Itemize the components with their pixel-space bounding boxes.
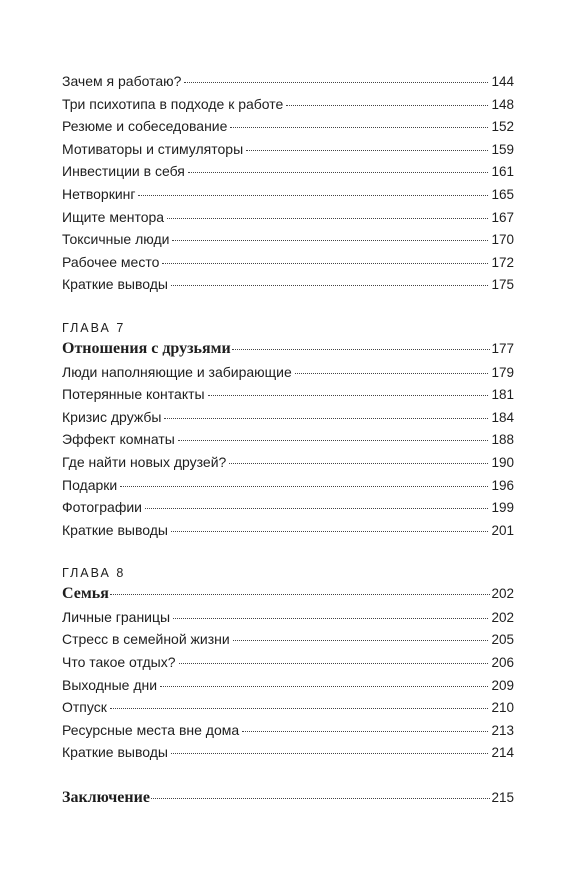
dot-leader [167, 218, 488, 219]
toc-entry[interactable] [62, 674, 514, 697]
toc-entry-title: Эффект комнаты [62, 431, 175, 448]
toc-entry-page: 152 [491, 119, 514, 135]
toc-entry[interactable] [62, 160, 514, 183]
toc-entry-page: 179 [491, 364, 514, 380]
toc-entry-title: Нетворкинг [62, 185, 136, 202]
toc-entry-page: 184 [491, 409, 514, 425]
chapter-heading[interactable] [62, 338, 514, 361]
dot-leader [233, 640, 489, 641]
dot-leader [184, 82, 488, 83]
dot-leader [162, 263, 488, 264]
toc-entry-title: Где найти новых друзей? [62, 453, 227, 470]
toc-entry-title: Ресурсные места вне дома [62, 721, 240, 738]
toc-entry-title: Инвестиции в себя [62, 163, 185, 180]
toc-entry[interactable] [62, 251, 514, 274]
toc-entry-page: 188 [491, 432, 514, 448]
dot-leader [145, 508, 488, 509]
toc-entry[interactable] [62, 606, 514, 629]
chapter-page: 202 [491, 586, 514, 602]
toc-entry-page: 170 [491, 232, 514, 248]
conclusion-heading[interactable] [62, 787, 514, 810]
dot-leader [230, 127, 488, 128]
dot-leader [286, 105, 488, 106]
dot-leader [179, 663, 489, 664]
toc-entry[interactable] [62, 651, 514, 674]
toc-entry-title: Люди наполняющие и забирающие [62, 363, 292, 380]
toc-entry[interactable] [62, 474, 514, 497]
toc-entry[interactable] [62, 428, 514, 451]
toc-entry-page: 181 [491, 387, 514, 403]
dot-leader [120, 486, 488, 487]
toc-entry-title: Краткие выводы [62, 276, 168, 293]
toc-entry-page: 213 [491, 722, 514, 738]
dot-leader [160, 686, 488, 687]
dot-leader [173, 618, 488, 619]
toc-entry[interactable] [62, 361, 514, 384]
toc-entry-page: 148 [491, 96, 514, 112]
toc-entry[interactable] [62, 719, 514, 742]
conclusion-page: 215 [491, 790, 514, 806]
chapter-title: Отношения с друзьями [62, 339, 231, 357]
toc-entry-page: 159 [491, 141, 514, 157]
toc-entry-title: Зачем я работаю? [62, 73, 182, 89]
toc-entry-title: Три психотипа в подходе к работе [62, 95, 284, 112]
dot-leader [151, 798, 491, 799]
toc-entry[interactable] [62, 383, 514, 406]
toc-entry-title: Краткие выводы [62, 744, 168, 761]
toc-entry-title: Отпуск [62, 699, 107, 716]
toc-entry[interactable] [62, 138, 514, 161]
chapter-heading[interactable] [62, 583, 514, 606]
toc-entry[interactable] [62, 741, 514, 764]
table-of-contents [62, 70, 514, 810]
toc-entry-page: 210 [491, 700, 514, 716]
chapter-page: 177 [491, 340, 514, 356]
toc-entry-title: Токсичные люди [62, 231, 170, 248]
toc-entry[interactable] [62, 93, 514, 116]
toc-entry[interactable] [62, 70, 514, 93]
toc-entry[interactable] [62, 206, 514, 229]
toc-entry-title: Кризис дружбы [62, 408, 162, 425]
toc-entry-page: 209 [491, 677, 514, 693]
conclusion-title: Заключение [62, 789, 150, 807]
toc-entry-page: 161 [491, 164, 514, 180]
toc-entry[interactable] [62, 496, 514, 519]
dot-leader [188, 172, 489, 173]
toc-entry[interactable] [62, 183, 514, 206]
dot-leader [172, 240, 488, 241]
toc-entry-page: 144 [491, 74, 514, 89]
toc-entry[interactable] [62, 628, 514, 651]
toc-entry-title: Ищите ментора [62, 208, 165, 225]
dot-leader [171, 531, 489, 532]
dot-leader [171, 285, 489, 286]
toc-entry[interactable] [62, 273, 514, 296]
dot-leader [138, 195, 488, 196]
toc-entry-title: Фотографии [62, 499, 143, 516]
chapter-label: ГЛАВА 7 [62, 320, 126, 335]
dot-leader [242, 731, 488, 732]
toc-entry[interactable] [62, 115, 514, 138]
toc-entry-title: Что такое отдых? [62, 654, 176, 671]
toc-entry-title: Рабочее место [62, 253, 160, 270]
dot-leader [208, 395, 489, 396]
toc-entry-page: 201 [491, 522, 514, 538]
toc-entry[interactable] [62, 519, 514, 542]
toc-entry-page: 165 [491, 186, 514, 202]
toc-entry-title: Личные границы [62, 608, 171, 625]
chapter-title: Семья [62, 585, 109, 603]
toc-entry-page: 175 [491, 277, 514, 293]
toc-entry-page: 206 [491, 655, 514, 671]
dot-leader [171, 753, 489, 754]
toc-entry-page: 190 [491, 454, 514, 470]
dot-leader [246, 150, 488, 151]
toc-entry[interactable] [62, 451, 514, 474]
dot-leader [232, 349, 491, 350]
toc-entry-page: 199 [491, 500, 514, 516]
chapter-label: ГЛАВА 8 [62, 566, 126, 581]
dot-leader [229, 463, 488, 464]
toc-entry-title: Потерянные контакты [62, 386, 205, 403]
toc-entry-page: 205 [491, 632, 514, 648]
toc-entry-page: 172 [491, 254, 514, 270]
toc-entry-title: Выходные дни [62, 676, 158, 693]
dot-leader [110, 594, 491, 595]
toc-entry-title: Мотиваторы и стимуляторы [62, 140, 244, 157]
toc-entry-page: 167 [491, 209, 514, 225]
toc-entry-page: 214 [491, 745, 514, 761]
toc-entry-title: Краткие выводы [62, 521, 168, 538]
toc-entry-title: Подарки [62, 476, 118, 493]
toc-entry-page: 202 [491, 609, 514, 625]
toc-entry-page: 196 [491, 477, 514, 493]
dot-leader [295, 373, 489, 374]
toc-entry-title: Стресс в семейной жизни [62, 631, 230, 648]
toc-entry-title: Резюме и собеседование [62, 118, 228, 135]
dot-leader [110, 708, 489, 709]
dot-leader [178, 440, 489, 441]
toc-entry[interactable] [62, 228, 514, 251]
toc-entry[interactable] [62, 696, 514, 719]
toc-entry[interactable] [62, 406, 514, 429]
dot-leader [164, 418, 488, 419]
